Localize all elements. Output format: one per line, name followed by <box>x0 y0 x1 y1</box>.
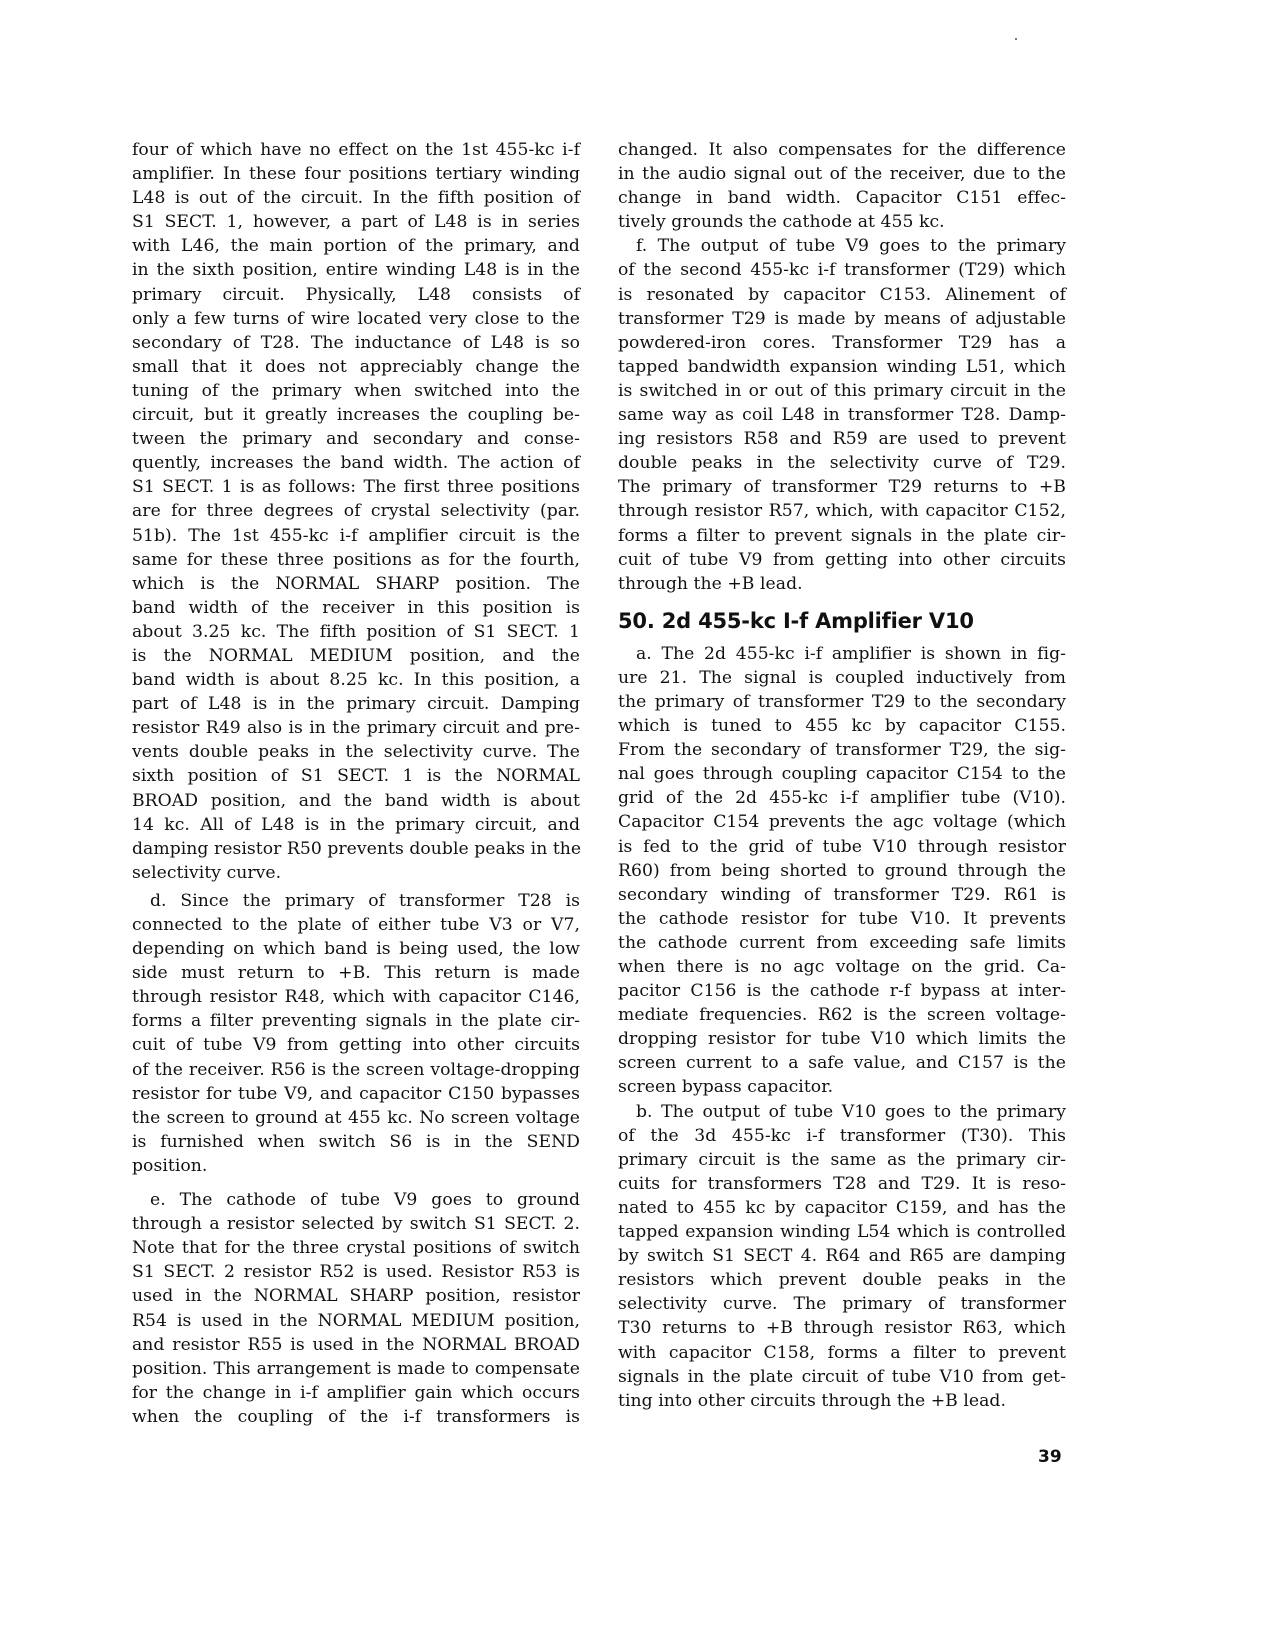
text-line: a. The 2d 455-kc i-f amplifier is shown in fig- <box>636 643 1066 664</box>
text-line: the cathode resistor for tube V10. It prevents <box>618 908 1066 929</box>
text-line: is fed to the grid of tube V10 through resistor <box>618 836 1066 857</box>
text-line: the primary of transformer T29 to the secondary <box>618 691 1066 712</box>
paragraph-e-continuation <box>618 138 1066 234</box>
text-line: ure 21. The signal is coupled inductively from <box>618 667 1066 688</box>
text-line: selectivity curve. <box>132 862 282 883</box>
text-line: dropping resistor for tube V10 which limits the <box>618 1029 1066 1050</box>
text-line: band width is about 8.25 kc. In this position, a <box>132 670 580 691</box>
text-line: which is the NORMAL SHARP position. The <box>132 573 580 594</box>
paragraph-f <box>618 234 1066 595</box>
text-line: tuning of the primary when switched into the <box>132 380 580 401</box>
text-line: when the coupling of the i-f transformers is <box>132 1406 580 1427</box>
text-line: nal goes through coupling capacitor C154 to the <box>618 764 1066 785</box>
text-line: of the receiver. R56 is the screen voltage-dropping <box>132 1059 580 1080</box>
text-line: resistor for tube V9, and capacitor C150 bypasses <box>132 1083 580 1104</box>
text-line: cuit of tube V9 from getting into other circuits <box>618 549 1066 570</box>
text-line: S1 SECT. 1, however, a part of L48 is in series <box>132 212 580 233</box>
text-line: same way as coil L48 in transformer T28. Damp- <box>618 405 1066 426</box>
text-line: tween the primary and secondary and conse- <box>132 429 580 450</box>
text-line: ting into other circuits through the +B lead. <box>618 1390 1007 1411</box>
text-line: band width of the receiver in this position is <box>132 597 580 618</box>
text-line: double peaks in the selectivity curve of T29. <box>618 453 1066 474</box>
text-line: selectivity curve. The primary of transformer <box>618 1294 1066 1315</box>
text-line: used in the NORMAL SHARP position, resistor <box>132 1286 580 1307</box>
text-line: with L46, the main portion of the primary, and <box>132 236 580 257</box>
text-line: which is tuned to 455 kc by capacitor C155. <box>618 716 1066 737</box>
text-line: S1 SECT. 1 is as follows: The first three positions <box>132 477 580 498</box>
scan-speck <box>1015 38 1017 40</box>
text-line: tapped bandwidth expansion winding L51, which <box>618 356 1066 377</box>
text-line: the screen to ground at 455 kc. No screen voltage <box>132 1107 580 1128</box>
text-line: through the +B lead. <box>618 573 803 594</box>
text-line: and resistor R55 is used in the NORMAL BROAD <box>132 1334 580 1355</box>
text-line: in the sixth position, entire winding L48 is in the <box>132 260 580 281</box>
text-line: Note that for the three crystal positions of switch <box>132 1238 580 1259</box>
text-line: forms a filter to prevent signals in the plate cir- <box>618 525 1066 546</box>
text-line: four of which have no effect on the 1st 455-kc i-f <box>132 140 580 160</box>
text-line: sixth position of S1 SECT. 1 is the NORMAL <box>132 766 580 787</box>
text-line: position. <box>132 1155 208 1176</box>
text-line: quently, increases the band width. The action of <box>132 453 580 474</box>
paragraph-b <box>618 1100 1066 1413</box>
text-line: changed. It also compensates for the difference <box>618 140 1066 160</box>
text-line: connected to the plate of either tube V3 or V7, <box>132 915 580 935</box>
text-line: primary circuit. Physically, L48 consists of <box>132 284 580 305</box>
text-line: primary circuit is the same as the primary cir- <box>618 1149 1066 1170</box>
text-line: ing resistors R58 and R59 are used to prevent <box>618 429 1066 450</box>
text-line: of the 3d 455-kc i-f transformer (T30). This <box>618 1125 1066 1146</box>
text-line: R54 is used in the NORMAL MEDIUM position, <box>132 1310 580 1331</box>
text-line: tively grounds the cathode at 455 kc. <box>618 212 945 233</box>
text-line: for the change in i-f amplifier gain which occurs <box>132 1382 580 1403</box>
text-line: resistor R49 also is in the primary circuit and pre- <box>132 718 580 739</box>
text-line: is switched in or out of this primary circuit in the <box>618 380 1066 401</box>
text-line: transformer T29 is made by means of adjustable <box>618 308 1066 329</box>
text-line: same for these three positions as for the fourth, <box>132 549 580 570</box>
text-line: is the NORMAL MEDIUM position, and the <box>132 645 580 666</box>
text-line: part of L48 is in the primary circuit. Damping <box>132 694 580 715</box>
text-line: in the audio signal out of the receiver, due to the <box>618 164 1066 185</box>
text-line: small that it does not appreciably change the <box>132 356 580 377</box>
section-heading: 50. 2d 455-kc I-f Amplifier V10 <box>618 608 974 633</box>
text-line: signals in the plate circuit of tube V10 from get- <box>618 1366 1066 1387</box>
text-line: From the secondary of transformer T29, the sig- <box>618 740 1066 761</box>
text-line: through resistor R48, which with capacitor C146, <box>132 987 580 1008</box>
text-line: by switch S1 SECT 4. R64 and R65 are damping <box>618 1246 1066 1267</box>
text-line: f. The output of tube V9 goes to the primary <box>636 236 1066 257</box>
text-line: e. The cathode of tube V9 goes to ground <box>150 1190 580 1211</box>
text-line: R60) from being shorted to ground through the <box>618 860 1066 881</box>
text-line: screen current to a safe value, and C157 is the <box>618 1053 1066 1074</box>
paragraph-gap <box>132 1178 580 1188</box>
text-line: through resistor R57, which, with capacitor C152, <box>618 501 1066 522</box>
text-line: only a few turns of wire located very close to the <box>132 308 580 329</box>
text-line: Capacitor C154 prevents the agc voltage (which <box>618 812 1066 833</box>
paragraph-d <box>132 889 580 1178</box>
text-line: tapped expansion winding L54 which is controlled <box>618 1222 1066 1243</box>
right-column <box>618 138 1066 1413</box>
text-line: secondary of T28. The inductance of L48 is so <box>132 332 580 353</box>
paragraph-c-continuation <box>132 138 580 885</box>
text-line: cuits for transformers T28 and T29. It is reso- <box>618 1173 1066 1194</box>
text-line: screen bypass capacitor. <box>618 1077 834 1098</box>
text-line: damping resistor R50 prevents double peaks in the <box>132 838 582 859</box>
text-line: depending on which band is being used, the low <box>132 939 580 960</box>
text-line: forms a filter preventing signals in the plate cir- <box>132 1011 580 1032</box>
text-line: S1 SECT. 2 resistor R52 is used. Resistor R53 is <box>132 1262 580 1283</box>
text-line: vents double peaks in the selectivity curve. The <box>132 742 580 763</box>
paragraph-a <box>618 642 1066 1100</box>
text-line: is resonated by capacitor C153. Alinement of <box>618 284 1066 305</box>
text-line: is furnished when switch S6 is in the SEND <box>132 1131 580 1152</box>
text-line: resistors which prevent double peaks in the <box>618 1270 1066 1291</box>
text-line: amplifier. In these four positions tertiary winding <box>132 164 580 185</box>
text-line: with capacitor C158, forms a filter to prevent <box>618 1342 1066 1363</box>
text-line: of the second 455-kc i-f transformer (T29) which <box>618 260 1066 281</box>
text-line: position. This arrangement is made to compensate <box>132 1358 580 1379</box>
text-line: d. Since the primary of transformer T28 is <box>150 890 580 911</box>
text-line: T30 returns to +B through resistor R63, which <box>618 1318 1066 1339</box>
text-line: L48 is out of the circuit. In the fifth position of <box>132 188 580 209</box>
text-line: through a resistor selected by switch S1 SECT. 2. <box>132 1214 580 1235</box>
text-line: 51b). The 1st 455-kc i-f amplifier circuit is the <box>132 525 580 546</box>
text-line: nated to 455 kc by capacitor C159, and has the <box>618 1197 1066 1218</box>
left-column <box>132 138 580 1429</box>
text-line: 14 kc. All of L48 is in the primary circuit, and <box>132 814 580 835</box>
text-line: b. The output of tube V10 goes to the primary <box>636 1101 1066 1122</box>
page-number: 39 <box>1038 1447 1062 1467</box>
text-line: when there is no agc voltage on the grid. Ca- <box>618 957 1066 977</box>
text-line: side must return to +B. This return is made <box>132 963 580 984</box>
text-line: BROAD position, and the band width is about <box>132 790 580 811</box>
text-line: circuit, but it greatly increases the coupling be- <box>132 405 580 426</box>
text-line: cuit of tube V9 from getting into other circuits <box>132 1035 580 1056</box>
text-line: are for three degrees of crystal selectivity (par. <box>132 501 580 522</box>
text-line: the cathode current from exceeding safe limits <box>618 932 1066 953</box>
text-line: change in band width. Capacitor C151 effec- <box>618 188 1066 209</box>
text-line: The primary of transformer T29 returns to +B <box>618 477 1066 498</box>
text-line: about 3.25 kc. The fifth position of S1 SECT. 1 <box>132 621 580 642</box>
text-line: grid of the 2d 455-kc i-f amplifier tube (V10). <box>618 788 1066 809</box>
paragraph-e <box>132 1188 580 1429</box>
text-line: pacitor C156 is the cathode r-f bypass at inter- <box>618 981 1066 1002</box>
text-line: mediate frequencies. R62 is the screen voltage- <box>618 1005 1066 1026</box>
text-line: powdered-iron cores. Transformer T29 has a <box>618 332 1066 353</box>
text-line: secondary winding of transformer T29. R61 is <box>618 884 1066 905</box>
